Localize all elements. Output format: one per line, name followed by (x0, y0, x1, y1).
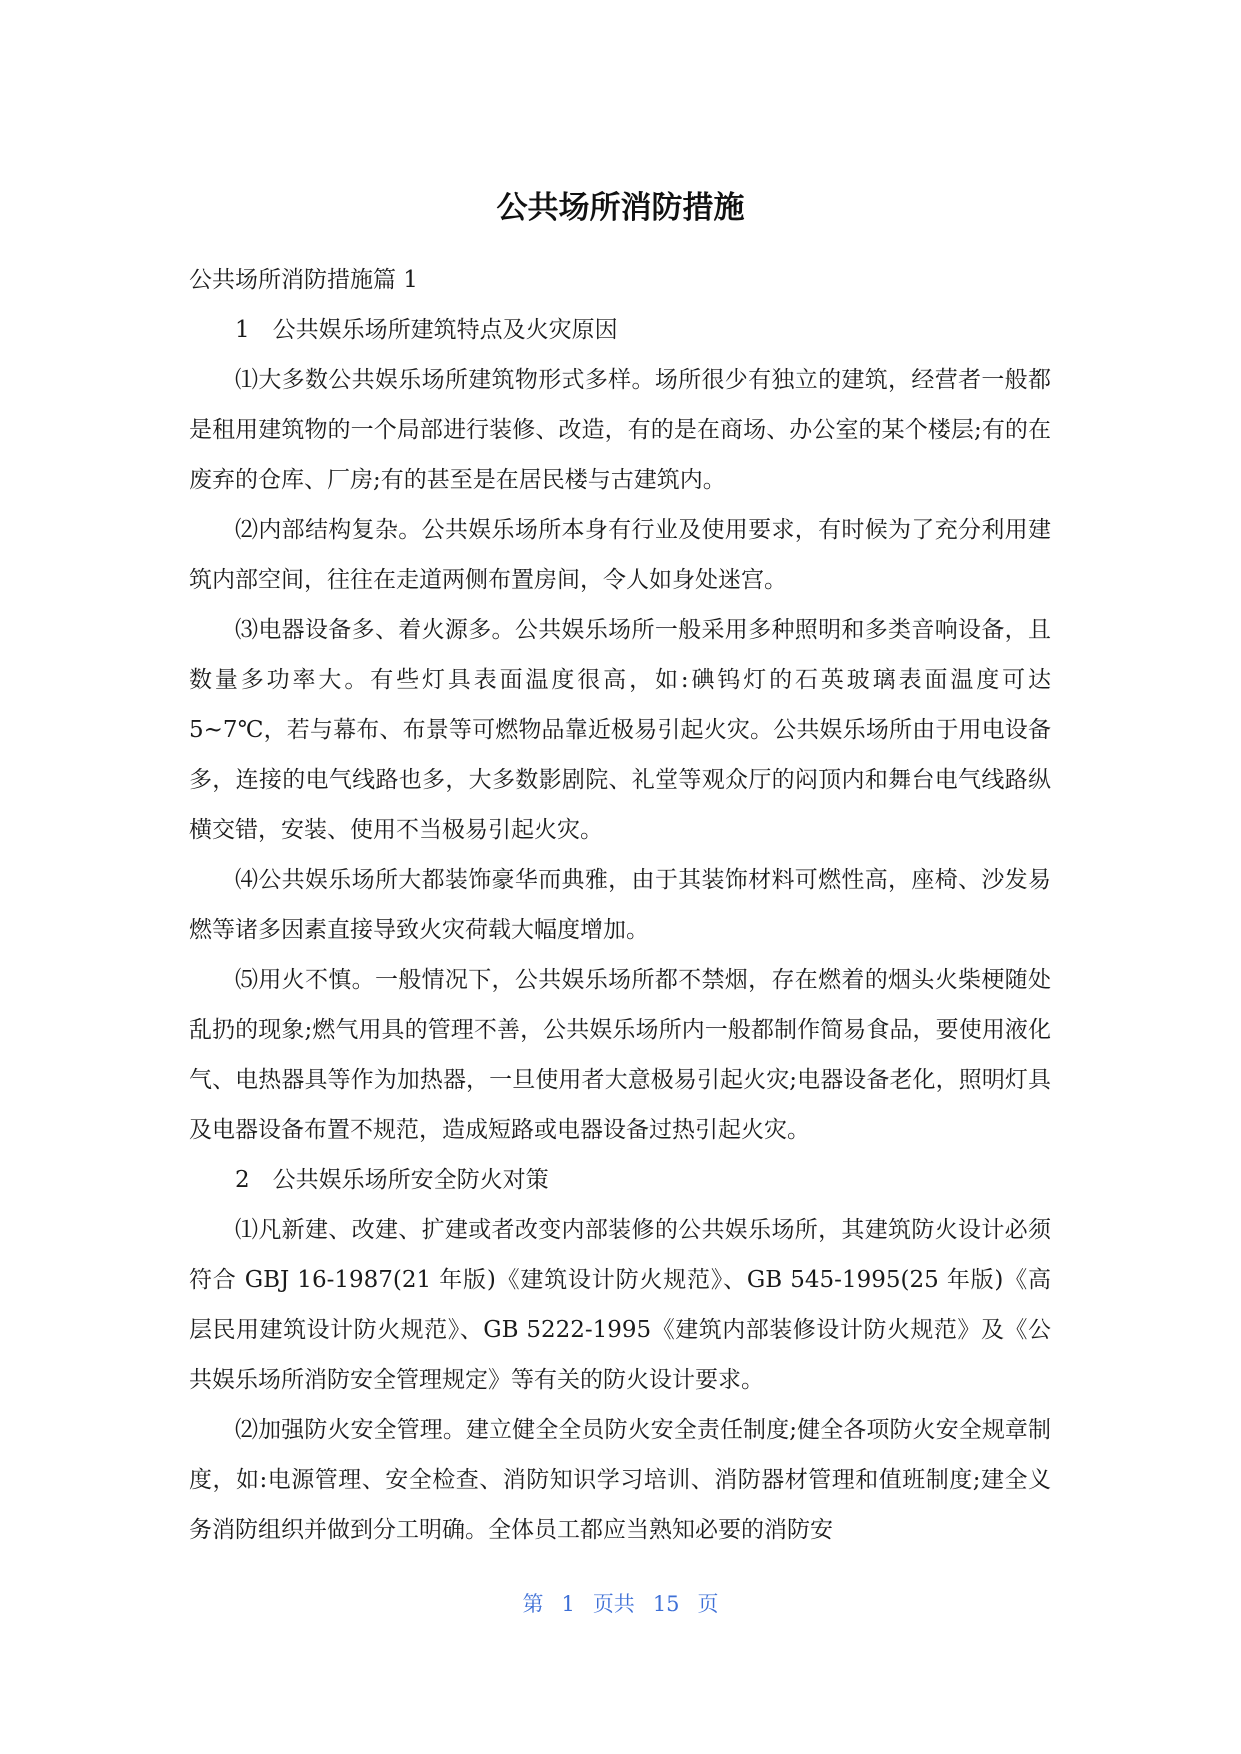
document-title: 公共场所消防措施 (496, 190, 745, 226)
footer-prefix: 第 (522, 1592, 544, 1616)
page-footer (0, 1590, 1241, 1618)
footer-total-pages: 15 (652, 1592, 680, 1616)
subsection-heading: 1 公共娱乐场所建筑特点及火灾原因 (235, 317, 618, 343)
paragraph: ⑷公共娱乐场所大都装饰豪华而典雅，由于其装饰材料可燃性高，座椅、沙发易燃等诸多因素直接导致火灾荷载大幅度增加。 (189, 867, 1051, 943)
paragraph: ⑴凡新建、改建、扩建或者改变内部装修的公共娱乐场所，其建筑防火设计必须符合 GBJ 16-1987(21 年版)《建筑设计防火规范》、GB 545-1995(25 年版)《高层民用建筑设计防火规范》、GB 5222-1995《建筑内部装修设计防火规范》及《公共娱乐场所消防安全管理规定》等有关的防火设计要求。 (189, 1217, 1051, 1393)
footer-suffix: 页 (697, 1592, 719, 1616)
paragraph: ⑸用火不慎。一般情况下，公共娱乐场所都不禁烟，存在燃着的烟头火柴梗随处乱扔的现象;燃气用具的管理不善，公共娱乐场所内一般都制作简易食品，要使用液化气、电热器具等作为加热器，一旦使用者大意极易引起火灾;电器设备老化，照明灯具及电器设备布置不规范，造成短路或电器设备过热引起火灾。 (189, 967, 1051, 1143)
footer-page-number: 1 (561, 1592, 575, 1616)
section-heading: 公共场所消防措施篇 1 (189, 267, 418, 293)
footer-middle: 页共 (592, 1592, 635, 1616)
paragraph: ⑵内部结构复杂。公共娱乐场所本身有行业及使用要求，有时候为了充分利用建筑内部空间，往往在走道两侧布置房间，令人如身处迷宫。 (189, 517, 1051, 593)
paragraph: ⑴大多数公共娱乐场所建筑物形式多样。场所很少有独立的建筑，经营者一般都是租用建筑物的一个局部进行装修、改造，有的是在商场、办公室的某个楼层;有的在废弃的仓库、厂房;有的甚至是在居民楼与古建筑内。 (189, 367, 1051, 493)
subsection-heading: 2 公共娱乐场所安全防火对策 (235, 1167, 549, 1193)
paragraph: ⑶电器设备多、着火源多。公共娱乐场所一般采用多种照明和多类音响设备，且数量多功率大。有些灯具表面温度很高，如:碘钨灯的石英玻璃表面温度可达 5~7℃，若与幕布、布景等可燃物品靠近极易引起火灾。公共娱乐场所由于用电设备多，连接的电气线路也多，大多数影剧院、礼堂等观众厅的闷顶内和舞台电气线路纵横交错，安装、使用不当极易引起火灾。 (189, 617, 1051, 843)
paragraph: ⑵加强防火安全管理。建立健全全员防火安全责任制度;健全各项防火安全规章制度，如:电源管理、安全检查、消防知识学习培训、消防器材管理和值班制度;建全义务消防组织并做到分工明确。全体员工都应当熟知必要的消防安 (189, 1417, 1051, 1543)
document-body (189, 255, 1051, 1555)
